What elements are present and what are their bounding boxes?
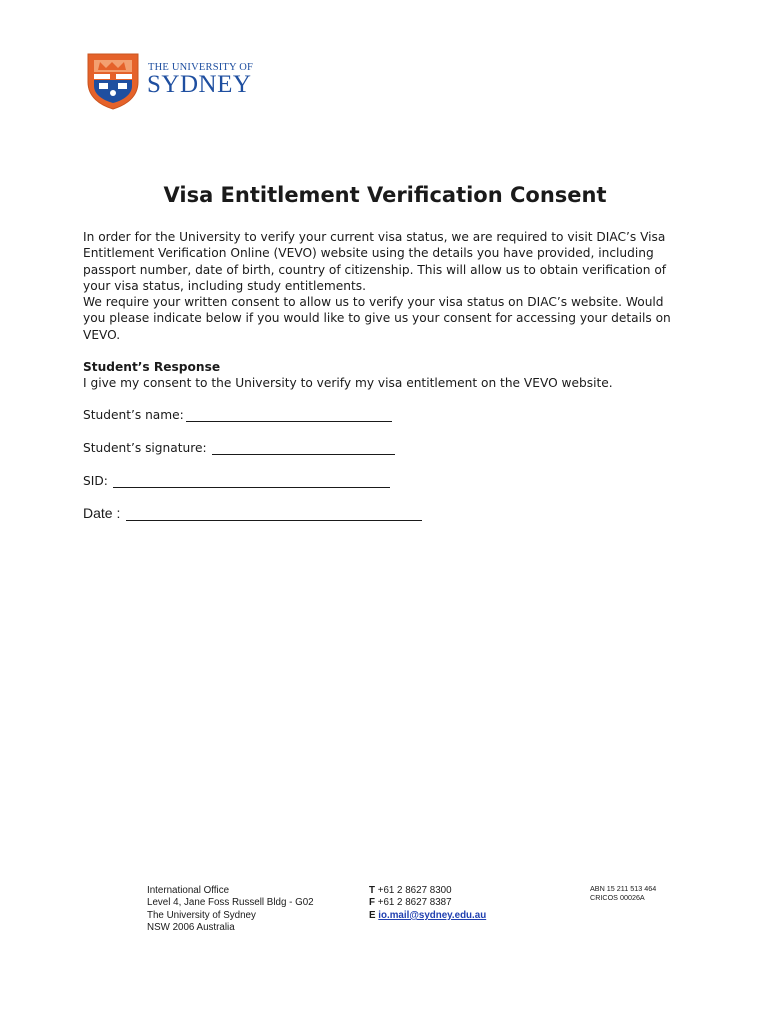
student-name-line[interactable]	[186, 409, 392, 422]
fax-prefix: F	[369, 897, 375, 909]
cricos-number: CRICOS 00026A	[590, 893, 645, 902]
student-signature-field[interactable]	[83, 441, 395, 455]
document-title: Visa Entitlement Verification Consent	[163, 183, 607, 207]
footer-address	[147, 885, 314, 935]
intro-paragraph-1: In order for the University to verify your current visa status, we are required to visit DIAC’s Visa Entitlement Verification Online (VEVO) website using the details you have provided, including passport number, date of birth, country of citizenship. This will allow us to obtain verification of your visa status, including study entitlements.	[83, 230, 667, 293]
fax-number: +61 2 8627 8387	[377, 897, 452, 909]
student-signature-label: Student’s signature:	[83, 441, 207, 455]
phone-row	[369, 885, 486, 897]
student-name-field[interactable]	[83, 408, 392, 422]
date-field[interactable]	[83, 505, 422, 521]
footer-contact	[369, 885, 486, 922]
university-crest-icon	[86, 52, 140, 110]
university-logo	[86, 52, 256, 112]
email-prefix: E	[369, 909, 376, 921]
address-line-2: Level 4, Jane Foss Russell Bldg - G02	[147, 897, 314, 909]
address-line-1: International Office	[147, 885, 230, 896]
date-label: Date :	[83, 505, 121, 521]
abn-number: ABN 15 211 513 464	[590, 884, 657, 893]
address-line-4: NSW 2006 Australia	[147, 922, 235, 934]
logo-main-line: SYDNEY	[147, 71, 252, 98]
address-line-3: The University of Sydney	[147, 909, 256, 921]
phone-prefix: T	[369, 885, 375, 896]
response-text: I give my consent to the University to verify my visa entitlement on the VEVO website.	[83, 376, 613, 390]
footer-registration	[590, 884, 656, 902]
date-line[interactable]	[126, 506, 422, 521]
student-signature-line[interactable]	[212, 442, 395, 455]
student-name-label: Student’s name:	[83, 408, 184, 422]
logo-top-line: THE UNIVERSITY OF	[148, 62, 254, 73]
sid-field[interactable]	[83, 474, 390, 488]
fax-row	[369, 897, 486, 909]
email-link[interactable]: io.mail@sydney.edu.au	[378, 909, 487, 921]
phone-number: +61 2 8627 8300	[377, 885, 452, 896]
sid-label: SID:	[83, 474, 108, 488]
intro-paragraph-2: We require your written consent to allow us to verify your visa status on DIAC’s website. Would you please indicate below if you would like to give us your consent for accessing your details on VEVO.	[83, 295, 671, 342]
email-row	[369, 910, 486, 922]
intro-text	[83, 229, 683, 343]
sid-line[interactable]	[113, 475, 390, 488]
response-heading: Student’s Response	[83, 360, 221, 374]
